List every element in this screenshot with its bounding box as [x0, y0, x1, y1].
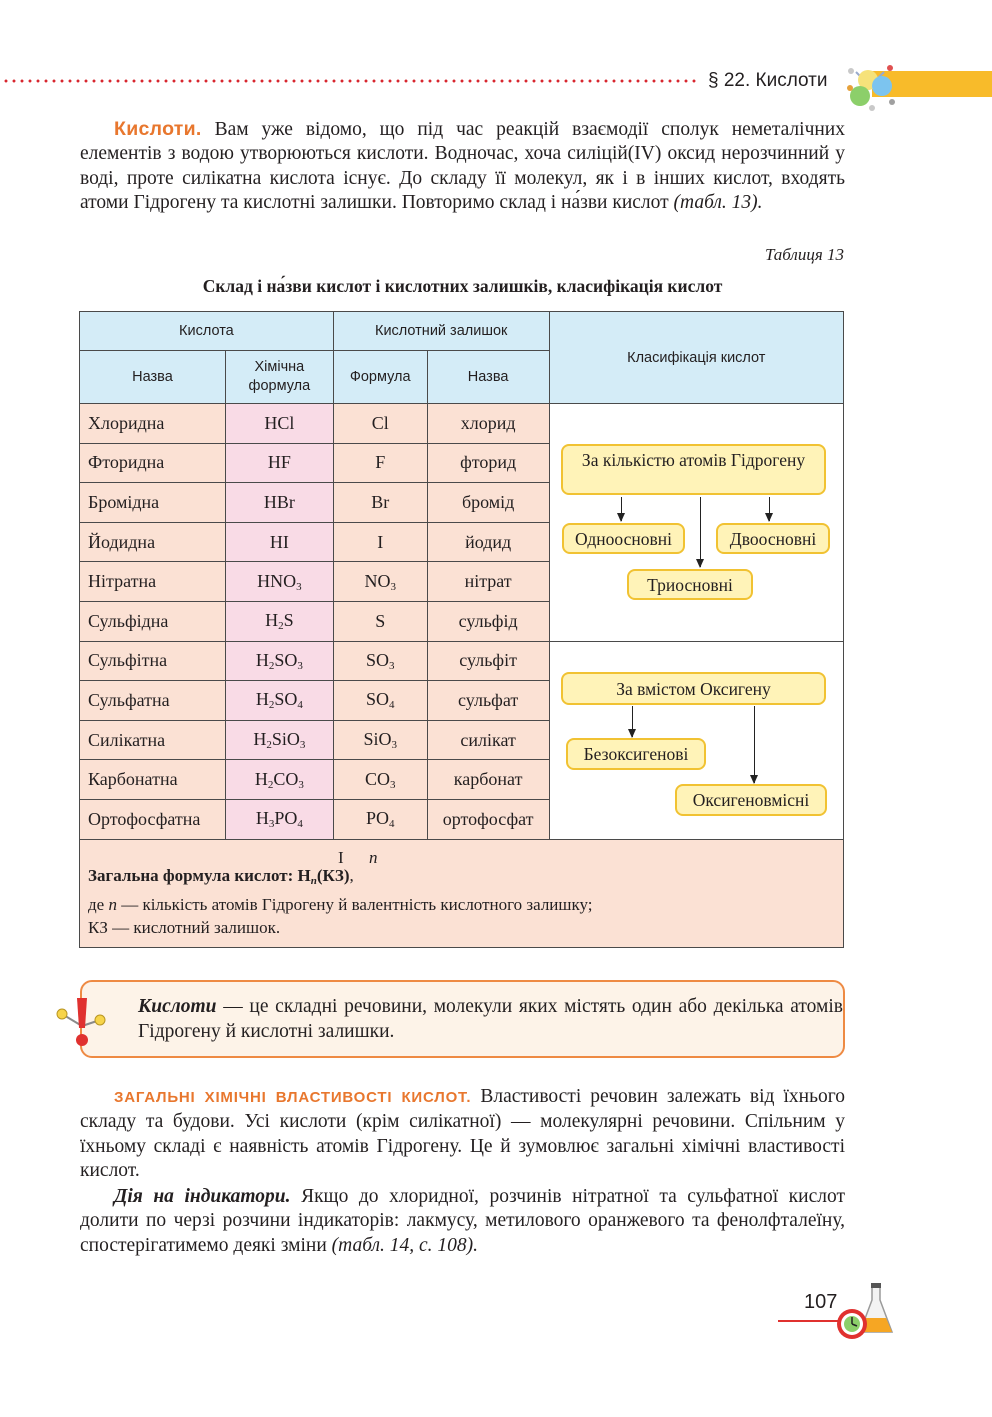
acid-name: Фторидна [80, 443, 226, 483]
definition-text: Кислоти — це складні речовини, молекули яких містять один або декілька атомів Гідрогену й кислотні залишки. [138, 996, 843, 1042]
arrow-down-icon [632, 706, 633, 737]
arrow-down-icon [621, 497, 622, 521]
class-oxygen-root: За вмістом Оксигену [561, 672, 826, 705]
residue-formula: $PO_4$ [333, 799, 427, 839]
class-oxygen-free: Безоксигенові [566, 738, 706, 770]
residue-formula: F [333, 443, 427, 483]
header-acid-formula: Хімічна формула [225, 351, 333, 404]
class-oxygen-containing: Оксигеновмісні [675, 784, 827, 816]
residue-formula: I [333, 522, 427, 562]
acid-name: Нітратна [80, 562, 226, 602]
residue-name: сульфід [427, 601, 549, 641]
acid-name: Хлоридна [80, 404, 226, 444]
header-dotted-rule [2, 79, 696, 83]
acid-formula: HBr [225, 483, 333, 523]
residue-formula: Cl [333, 404, 427, 444]
acid-formula: HCl [225, 404, 333, 444]
intro-paragraph [80, 117, 845, 216]
exclamation-icon [52, 994, 112, 1050]
class-monobasic: Одноосновні [562, 523, 685, 554]
table-caption: Склад і на́зви кислот і кислотних залишків, класифікація кислот [202, 276, 723, 296]
acid-name: Карбонатна [80, 760, 226, 800]
residue-formula: $SO_4$ [333, 681, 427, 721]
intro-ref: (табл. 13). [673, 192, 763, 214]
arrow-down-icon [700, 497, 701, 567]
acid-formula: HF [225, 443, 333, 483]
header-acid: Кислота [80, 312, 334, 351]
residue-name: хлорид [427, 404, 549, 444]
acid-name: Йодидна [80, 522, 226, 562]
header-residue: Кислотний залишок [333, 312, 549, 351]
residue-name: карбонат [427, 760, 549, 800]
acid-name: Сульфідна [80, 601, 226, 641]
indicators-text: Якщо до хлоридної, розчинів нітратної та сульфатної кислот долити по черзі розчини індикаторів: лакмусу, метилового оранжевого та фенолфталеїну, спостерігатимемо деякі зміни [80, 1186, 845, 1256]
flask-clock-icon [832, 1282, 896, 1342]
acid-name: Силікатна [80, 720, 226, 760]
residue-name: йодид [427, 522, 549, 562]
formula-explanation: де n — кількість атомів Гідрогену й валентність кислотного залишку; [88, 894, 593, 914]
properties-lead: ЗАГАЛЬНІ ХІМІЧНІ ВЛАСТИВОСТІ КИСЛОТ. [114, 1089, 472, 1106]
acid-formula: $H_3PO_4$ [225, 799, 333, 839]
valence-n: n [369, 847, 378, 867]
arrow-down-icon [769, 497, 770, 521]
general-formula: Загальна формула кислот: $H_n(КЗ)$, [88, 865, 354, 887]
acid-name: Ортофосфатна [80, 799, 226, 839]
class-tribasic: Триосновні [627, 569, 753, 600]
acid-formula: $H_2S$ [225, 601, 333, 641]
acid-name: Бромідна [80, 483, 226, 523]
header-residue-name: Назва [427, 351, 549, 404]
valence-roman: I [338, 847, 344, 867]
residue-formula: $SO_3$ [333, 641, 427, 681]
table-footer-row [80, 839, 844, 947]
residue-name: сульфіт [427, 641, 549, 681]
header-acid-name: Назва [80, 351, 226, 404]
acid-formula: $H_2SO_4$ [225, 681, 333, 721]
properties-paragraph [80, 1085, 845, 1184]
molecule-icon [842, 58, 898, 114]
properties-text: Властивості речовин залежать від їхнього складу та будови. Усі кислоти (крім силікатної) — молекулярні речовини. Спільним у їхньому складі є наявність атомів Гідрогену. Це й зумовлює загальні хімічні властивості кислот. [80, 1086, 845, 1182]
residue-name: ортофосфат [427, 799, 549, 839]
class-dibasic: Двоосновні [716, 523, 830, 554]
acid-formula: HI [225, 522, 333, 562]
page-number: 107 [804, 1291, 838, 1313]
indicators-ref: (табл. 14, с. 108). [331, 1234, 479, 1256]
class-hydrogen-root: За кількістю атомів Гідрогену [561, 444, 826, 495]
residue-name: бромід [427, 483, 549, 523]
acids-table [79, 311, 844, 948]
general-formula-cell [80, 839, 844, 947]
arrow-down-icon [754, 706, 755, 783]
table-row [80, 404, 844, 444]
residue-formula: S [333, 601, 427, 641]
acid-name: Сульфатна [80, 681, 226, 721]
acid-formula: $H_2CO_3$ [225, 760, 333, 800]
acid-formula: $H_2SiO_3$ [225, 720, 333, 760]
residue-name: фторид [427, 443, 549, 483]
acid-formula: $HNO_3$ [225, 562, 333, 602]
residue-name: сульфат [427, 681, 549, 721]
intro-text: Вам уже відомо, що під час реакцій взаємодії сполук неметалічних елементів з водою утворюються кислоти. Водночас, хоча силіцій(IV) оксид нерозчинний у воді, проте силікатна кислота існує. До складу її молекул, як і в інших кислот, входять атоми Гідрогену та кислотні залишки. Повторимо склад і на́зви кислот [80, 119, 845, 214]
residue-formula: $NO_3$ [333, 562, 427, 602]
section-title: § 22. Кислоти [708, 70, 828, 91]
formula-note: КЗ — кислотний залишок. [88, 917, 281, 937]
acid-formula: $H_2SO_3$ [225, 641, 333, 681]
indicators-lead: Дія на індикатори. [114, 1186, 291, 1207]
header-residue-formula: Формула [333, 351, 427, 404]
residue-name: нітрат [427, 562, 549, 602]
intro-lead: Кислоти. [114, 118, 202, 140]
table-number: Таблиця 13 [764, 245, 844, 264]
residue-name: силікат [427, 720, 549, 760]
residue-formula: $CO_3$ [333, 760, 427, 800]
indicators-paragraph [80, 1185, 845, 1258]
residue-formula: Br [333, 483, 427, 523]
residue-formula: SiO$_3$ [333, 720, 427, 760]
header-classification: Класифікація кислот [549, 312, 843, 404]
acid-name: Сульфітна [80, 641, 226, 681]
